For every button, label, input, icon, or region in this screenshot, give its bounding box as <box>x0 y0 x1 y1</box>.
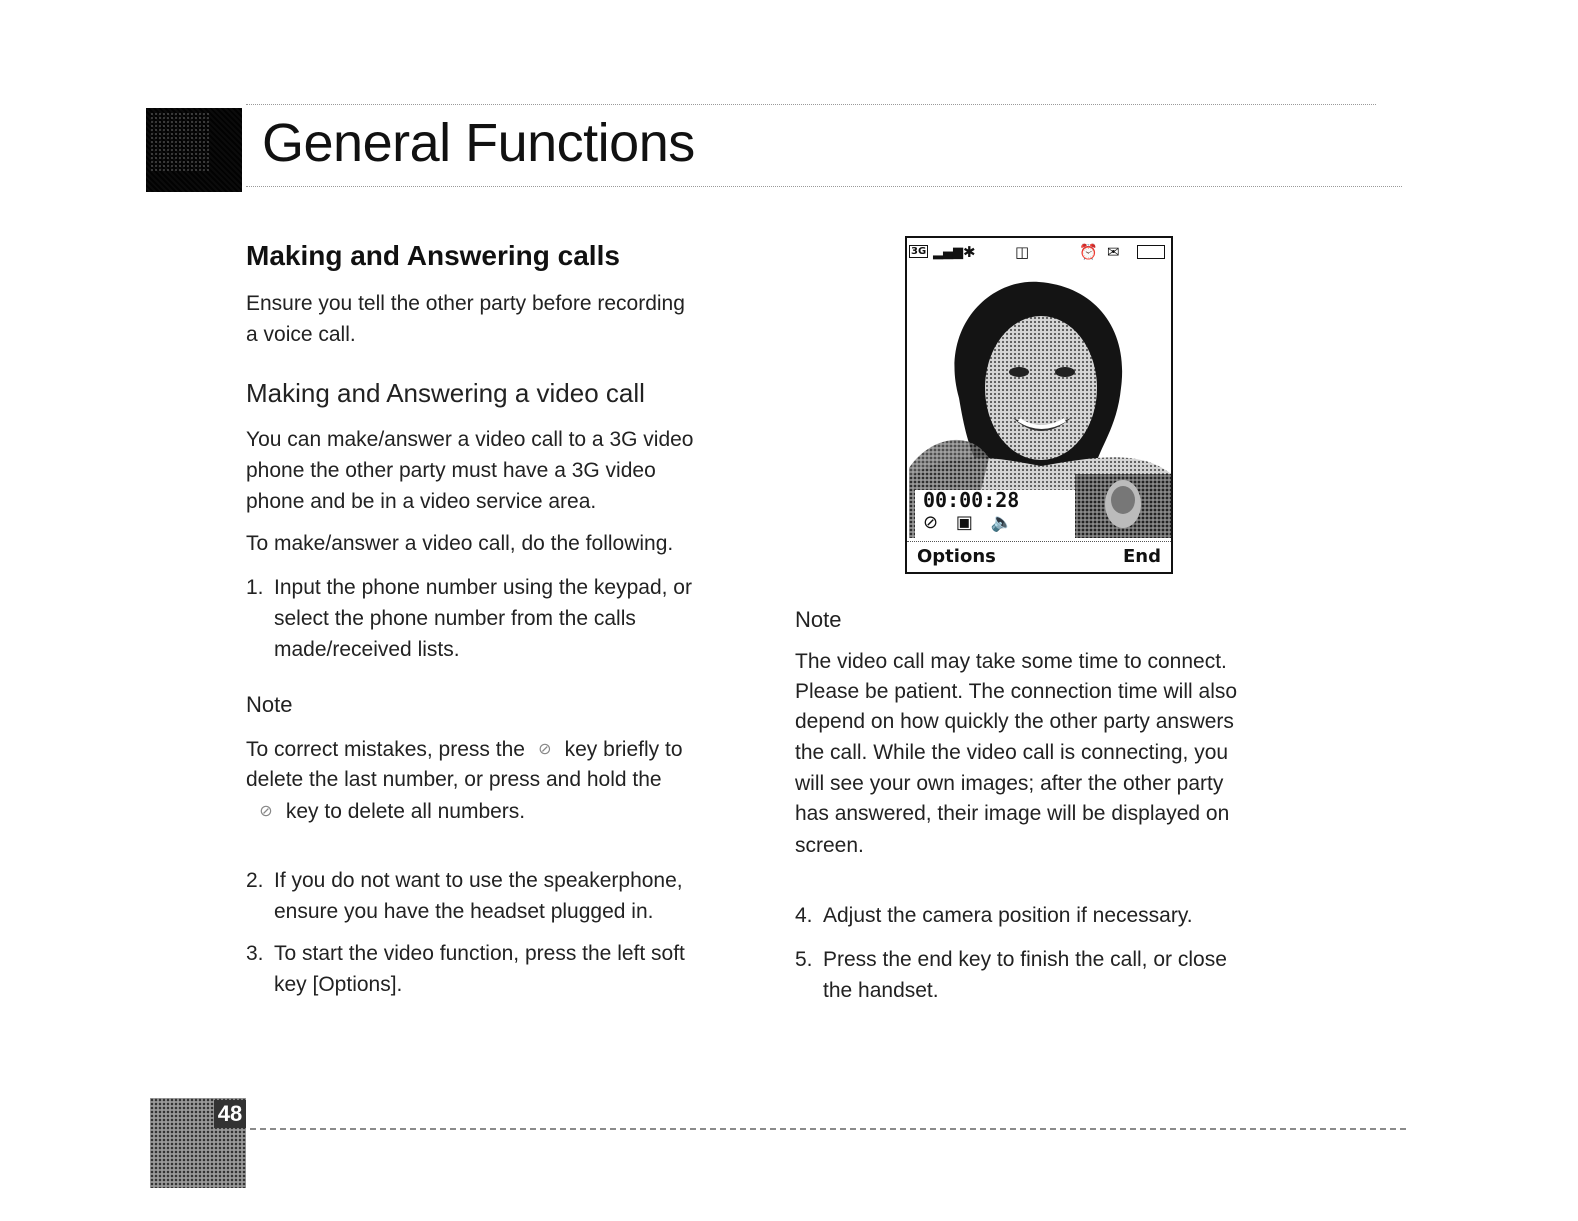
note-title-right: Note <box>795 607 842 632</box>
header-rule-bottom <box>246 186 1402 187</box>
right-note-line-5: will see your own images; after the other party <box>795 772 1224 795</box>
bluetooth-icon: ✱ <box>963 243 976 261</box>
step-4 <box>795 900 1315 932</box>
subsection-title: Making and Answering a video call <box>246 378 645 408</box>
para1-line-3: phone and be in a video service area. <box>246 490 597 513</box>
step-3-line-2: key [Options]. <box>274 973 403 996</box>
step-2-line-2: ensure you have the headset plugged in. <box>274 900 654 923</box>
header-rule-top <box>246 104 1376 105</box>
note-line-1 <box>246 733 683 765</box>
step-2-line-1: If you do not want to use the speakerphone, <box>274 869 683 892</box>
header-block <box>146 108 242 192</box>
step-1-number: 1. <box>246 576 264 599</box>
para1-line-2: phone the other party must have a 3G video <box>246 459 656 482</box>
call-timer: 00:00:28 <box>923 488 1020 512</box>
para1-line-1: You can make/answer a video call to a 3G video <box>246 428 694 451</box>
speaker-volume-icon: 🔈 <box>990 512 1019 533</box>
note-line-2: delete the last number, or press and hold the <box>246 768 662 791</box>
intro-line-2: a voice call. <box>246 323 356 346</box>
page-title: General Functions <box>262 113 695 173</box>
step-5-line-1: Press the end key to finish the call, or close <box>823 948 1227 971</box>
clear-key-icon-2: ⊘ <box>259 801 273 820</box>
call-status-icons <box>923 512 1019 533</box>
right-note-line-7: screen. <box>795 834 864 857</box>
step-5-line-2: the handset. <box>823 979 939 1002</box>
note-line-3 <box>252 795 525 827</box>
mute-mic-icon: ⊘ <box>923 512 945 533</box>
para2: To make/answer a video call, do the following. <box>246 532 674 555</box>
battery-icon <box>1137 245 1165 259</box>
note-line-1-b: key briefly to <box>564 738 683 761</box>
step-1-line-1: Input the phone number using the keypad, or <box>274 576 692 599</box>
right-note-line-6: has answered, their image will be displayed on <box>795 802 1230 825</box>
note-title-left: Note <box>246 692 293 717</box>
step-3-line-1: To start the video function, press the left soft <box>274 942 685 965</box>
clear-key-icon: ⊘ <box>538 739 552 758</box>
right-note-line-3: depend on how quickly the other party answers <box>795 710 1234 733</box>
step-3-number: 3. <box>246 942 264 965</box>
message-icon: ✉ <box>1107 243 1120 261</box>
right-note-line-2: Please be patient. The connection time will also <box>795 680 1238 703</box>
end-softkey[interactable]: End <box>1123 546 1161 567</box>
step-4-number: 4. <box>795 904 813 927</box>
alarm-icon: ⏰ <box>1079 243 1098 261</box>
phone-screen <box>905 236 1173 574</box>
footer-rule <box>250 1128 1406 1130</box>
section-title: Making and Answering calls <box>246 240 620 271</box>
step-1-line-3: made/received lists. <box>274 638 460 661</box>
step-2 <box>246 865 766 929</box>
step-1 <box>246 572 766 668</box>
note-line-1-a: To correct mistakes, press the <box>246 738 525 761</box>
step-1-line-2: select the phone number from the calls <box>274 607 636 630</box>
right-note-line-4: the call. While the video call is connecting, you <box>795 741 1229 764</box>
status-bar <box>907 238 1171 268</box>
step-3 <box>246 938 766 1002</box>
3g-icon: 3G <box>911 246 927 257</box>
right-note-line-1: The video call may take some time to connect. <box>795 650 1227 673</box>
step-2-number: 2. <box>246 869 264 892</box>
camera-off-icon: ▣ <box>955 512 979 533</box>
step-4-line-1: Adjust the camera position if necessary. <box>823 904 1193 927</box>
intro-line-1: Ensure you tell the other party before recording <box>246 292 685 315</box>
options-softkey[interactable]: Options <box>917 546 996 567</box>
page-number: 48 <box>214 1100 246 1128</box>
step-5 <box>795 944 1315 1008</box>
vibrate-icon: ◫ <box>1015 243 1030 261</box>
softkey-bar <box>907 541 1171 572</box>
signal-bars-icon: ▂▄▆ <box>933 245 963 260</box>
note-line-3-text: key to delete all numbers. <box>285 800 526 823</box>
step-5-number: 5. <box>795 948 813 971</box>
